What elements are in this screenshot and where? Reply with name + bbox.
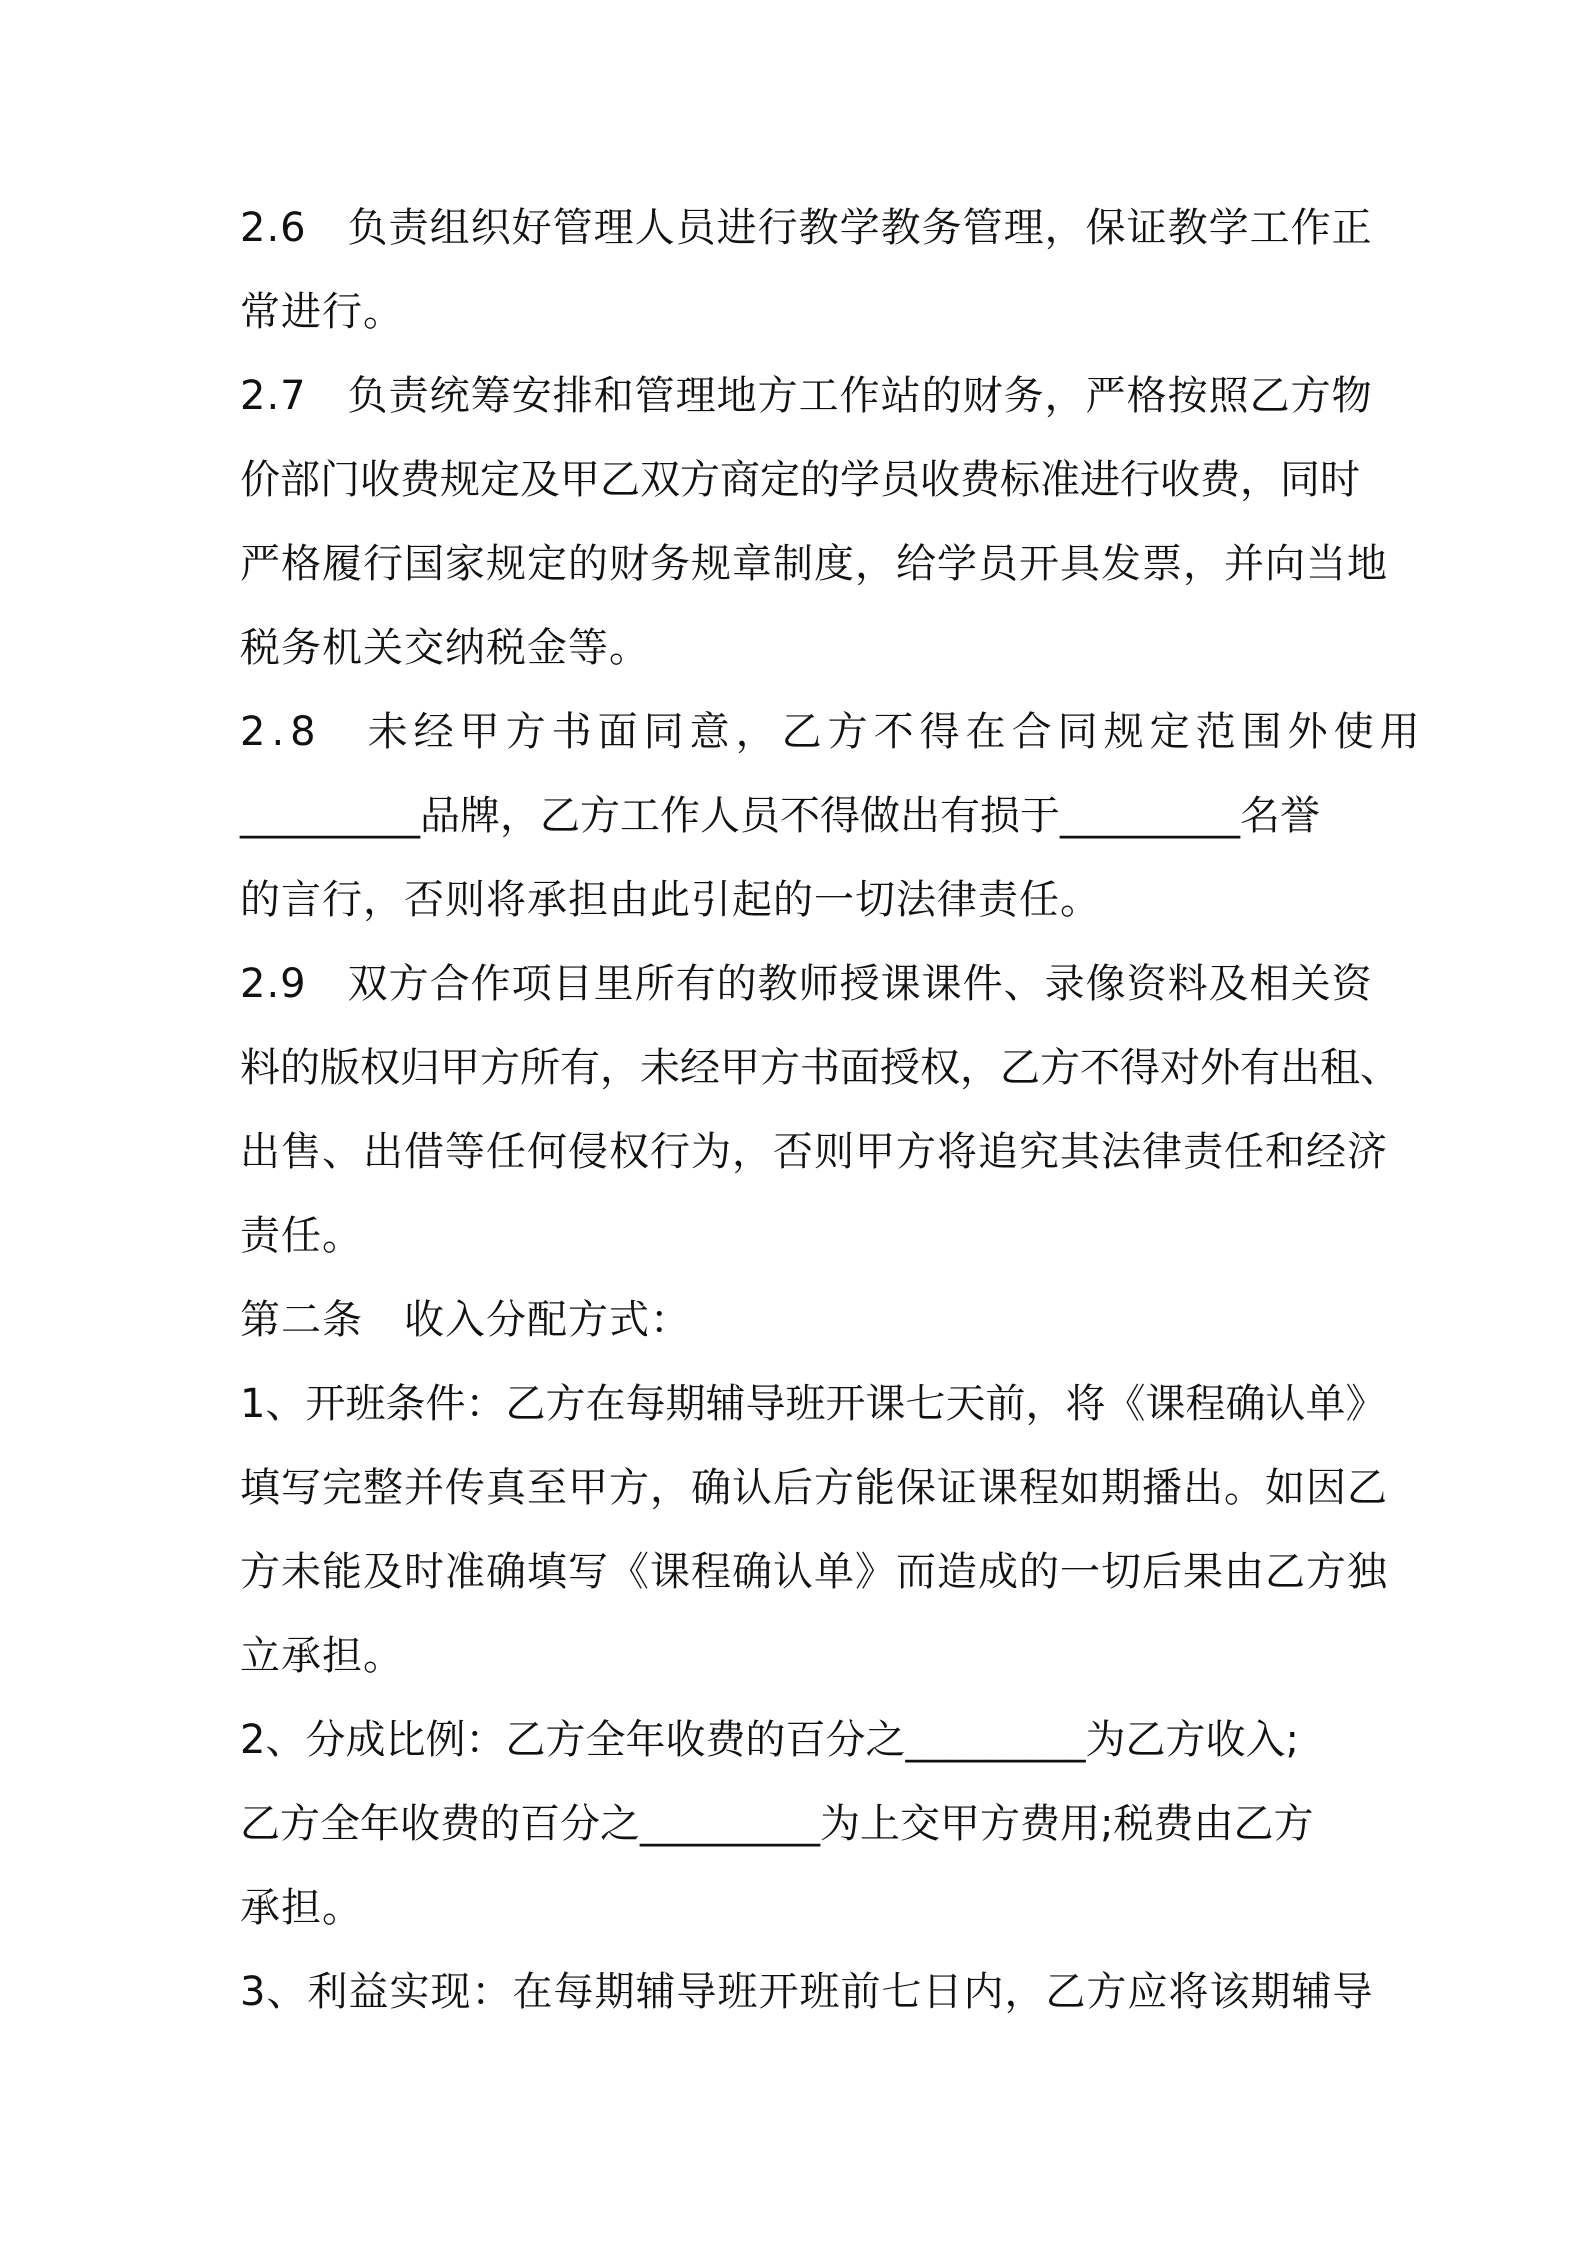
document-body <box>240 186 1426 2034</box>
clause-2-9-line-2: 料的版权归甲方所有，未经甲方书面授权，乙方不得对外有出租、 <box>240 1045 1400 1091</box>
clause-2-7-line-2: 价部门收费规定及甲乙双方商定的学员收费标准进行收费，同时 <box>240 457 1360 503</box>
clause-2-7-line-1: 2.7 负责统筹安排和管理地方工作站的财务，严格按照乙方物 <box>240 373 1373 419</box>
article-2-heading: 第二条 收入分配方式： <box>240 1297 691 1343</box>
item-2-line-3: 承担。 <box>240 1885 363 1931</box>
clause-2-6-line-1: 2.6 负责组织好管理人员进行教学教务管理，保证教学工作正 <box>240 205 1373 251</box>
clause-2-9-line-3: 出售、出借等任何侵权行为，否则甲方将追究其法律责任和经济 <box>240 1129 1388 1175</box>
clause-2-8-line-2: _________品牌，乙方工作人员不得做出有损于_________名誉 <box>240 793 1320 839</box>
clause-2-8-line-1: 2.8 未经甲方书面同意，乙方不得在合同规定范围外使用 <box>240 709 1426 755</box>
clause-2-8-line-3: 的言行，否则将承担由此引起的一切法律责任。 <box>240 877 1101 923</box>
clause-2-7-line-3: 严格履行国家规定的财务规章制度，给学员开具发票，并向当地 <box>240 541 1388 587</box>
clause-2-9-line-4: 责任。 <box>240 1213 363 1259</box>
item-1-line-4: 立承担。 <box>240 1633 404 1679</box>
item-1-line-2: 填写完整并传真至甲方，确认后方能保证课程如期播出。如因乙 <box>240 1465 1388 1511</box>
item-2-line-2: 乙方全年收费的百分之_________为上交甲方费用;税费由乙方 <box>240 1801 1314 1847</box>
clause-2-9-line-1: 2.9 双方合作项目里所有的教师授课课件、录像资料及相关资 <box>240 961 1373 1007</box>
item-1-line-3: 方未能及时准确填写《课程确认单》而造成的一切后果由乙方独 <box>240 1549 1388 1595</box>
item-3-line-1: 3、利益实现：在每期辅导班开班前七日内，乙方应将该期辅导 <box>240 1969 1374 2015</box>
item-2-line-1: 2、分成比例：乙方全年收费的百分之_________为乙方收入; <box>240 1717 1299 1763</box>
clause-2-7-line-4: 税务机关交纳税金等。 <box>240 625 650 671</box>
clause-2-6-line-2: 常进行。 <box>240 289 404 335</box>
item-1-line-1: 1、开班条件：乙方在每期辅导班开课七天前，将《课程确认单》 <box>240 1381 1386 1427</box>
